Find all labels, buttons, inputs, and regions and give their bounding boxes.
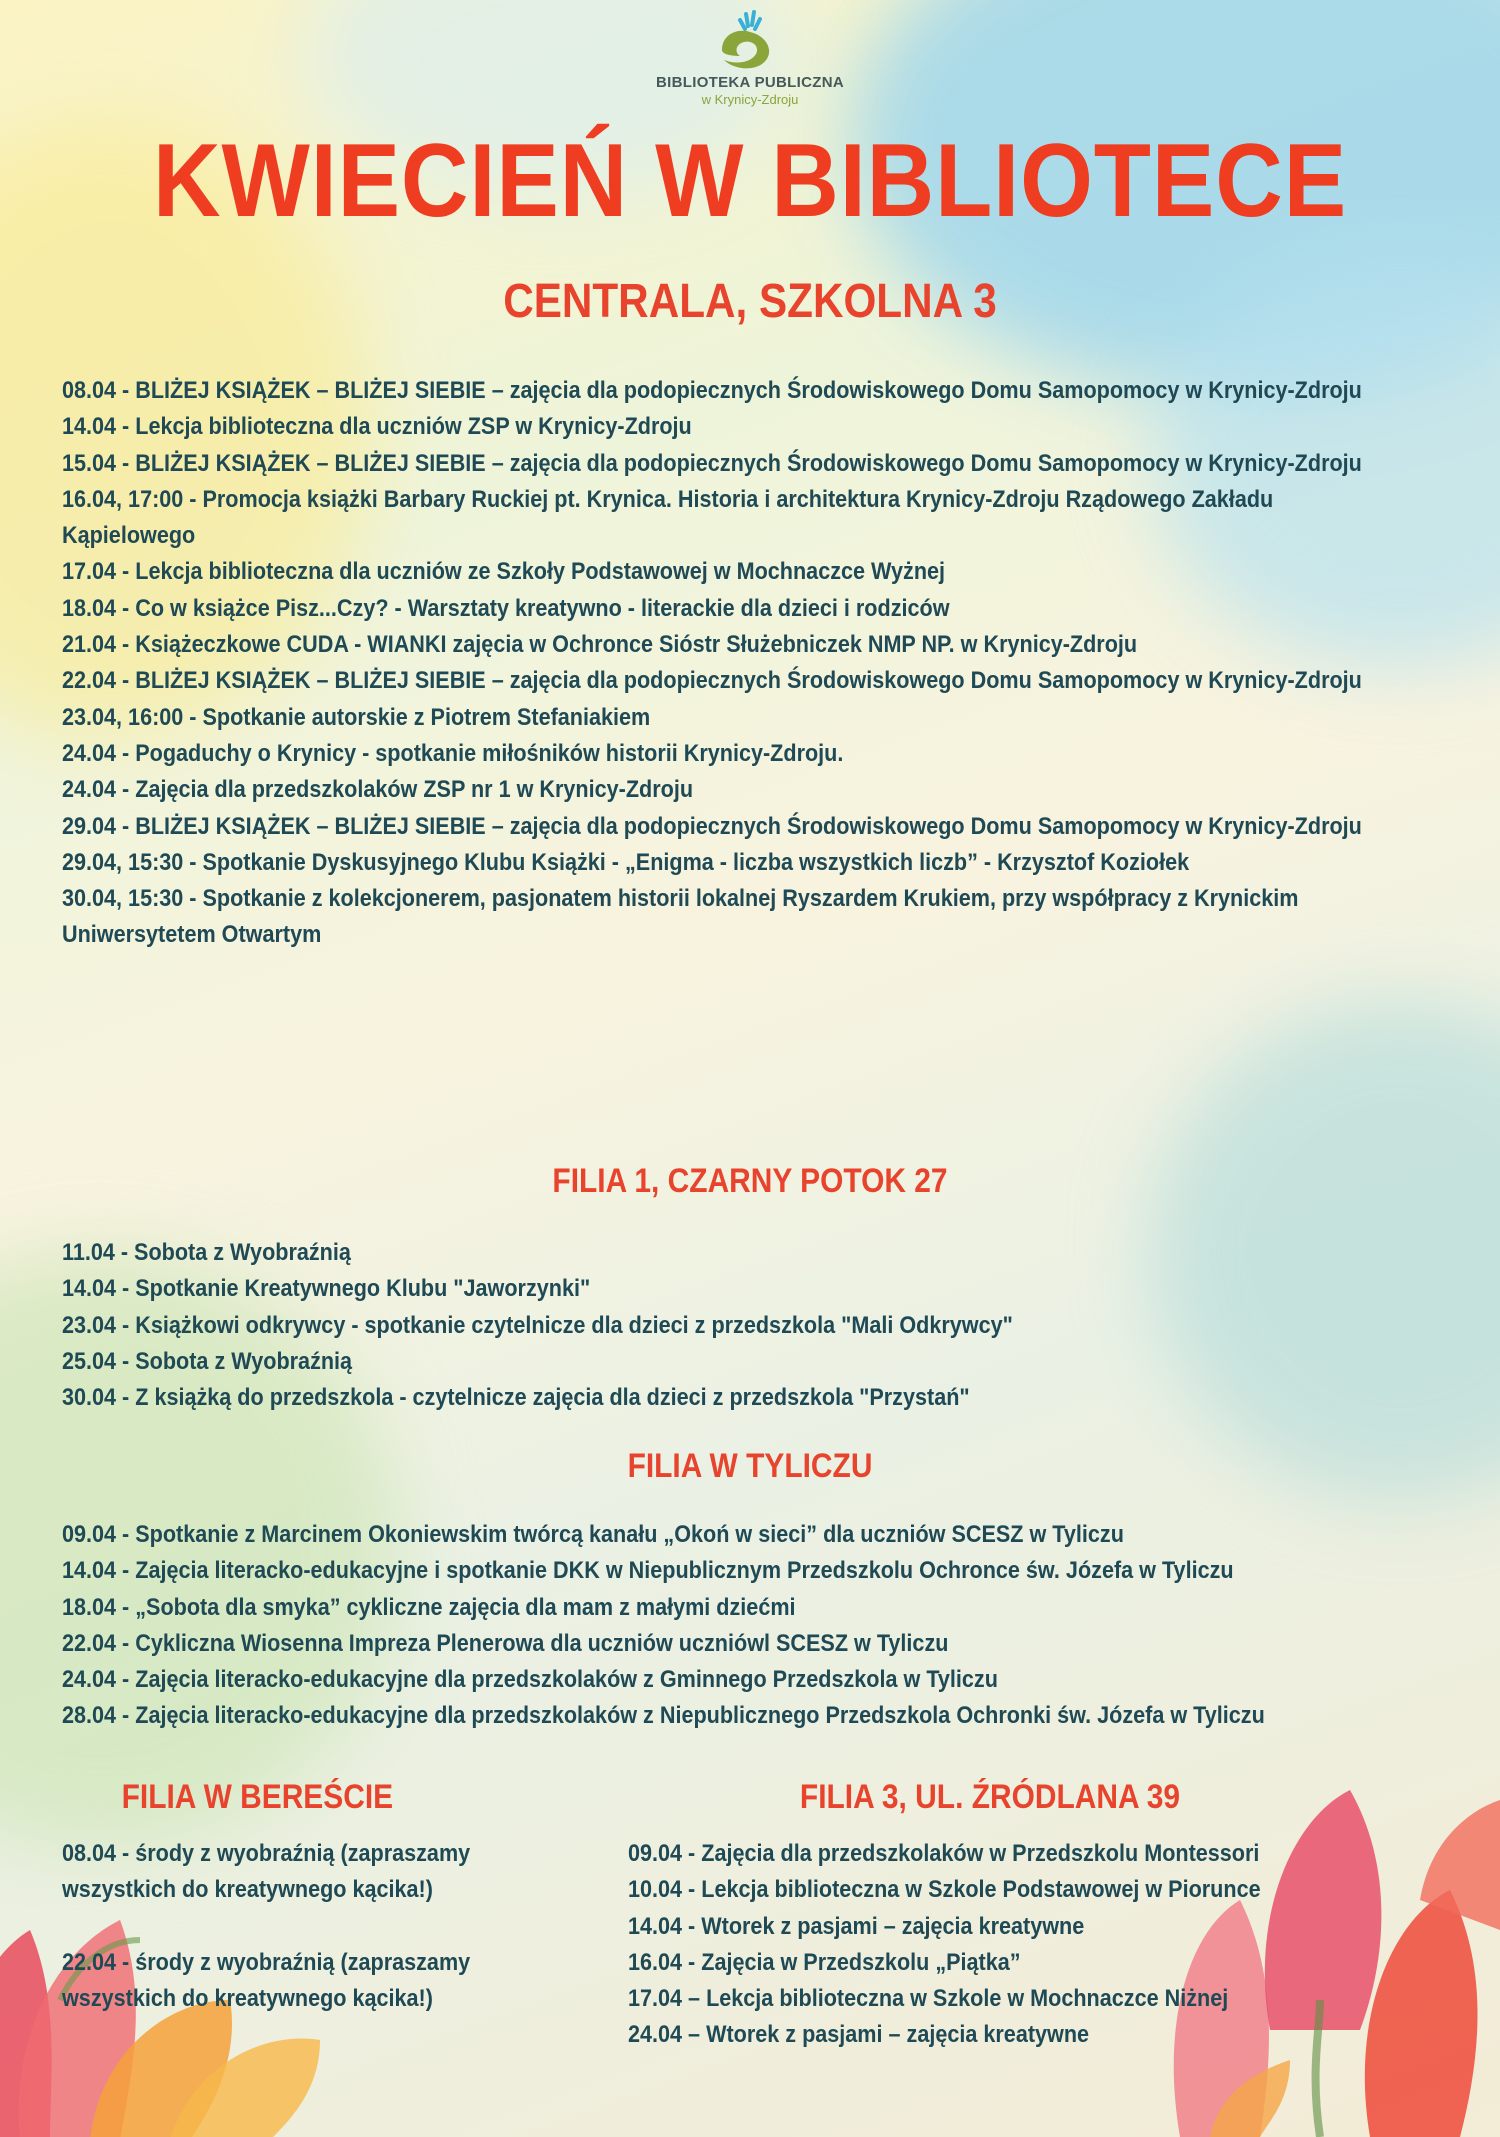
list-item: 24.04 - Zajęcia dla przedszkolaków ZSP nr 1 w Krynicy-Zdroju: [62, 776, 694, 804]
list-item: 24.04 - Pogaduchy o Krynicy - spotkanie miłośników historii Krynicy-Zdroju.: [62, 739, 844, 767]
list-item: 25.04 - Sobota z Wyobraźnią: [62, 1347, 353, 1375]
list-item: 09.04 - Spotkanie z Marcinem Okoniewskim twórcą kanału „Okoń w sieci” dla uczniów SCESZ w Tyliczu: [62, 1521, 1124, 1548]
library-logo-location: w Krynicy-Zdroju: [701, 92, 799, 107]
central-events-list: [62, 373, 1372, 954]
filia-1-events-list: [62, 1235, 1372, 1416]
page-title: KWIECIEŃ W BIBLIOTECE: [152, 123, 1348, 239]
list-item: 22.04 - środy z wyobraźnią (zapraszamy wszystkich do kreatywnego kącika!): [62, 1948, 471, 2012]
section-heading-tylicz: FILIA W TYLICZU: [627, 1447, 873, 1485]
section-heading-berest: FILIA W BEREŚCIE: [121, 1778, 394, 1816]
list-item: 30.04, 15:30 - Spotkanie z kolekcjonerem, pasjonatem historii lokalnej Ryszardem Krukiem, przy współpracy z Krynickim Uniwersytetem Otwartym: [62, 885, 1299, 949]
list-item: 28.04 - Zajęcia literacko-edukacyjne dla przedszkolaków z Niepublicznego Przedszkola Ochronki św. Józefa w Tyliczu: [62, 1702, 1265, 1730]
list-item: 14.04 - Lekcja biblioteczna dla uczniów ZSP w Krynicy-Zdroju: [62, 413, 692, 441]
berest-events-list: [62, 1836, 557, 2017]
list-item: 14.04 - Zajęcia literacko-edukacyjne i spotkanie DKK w Niepublicznym Przedszkolu Ochronce św. Józefa w Tyliczu: [62, 1557, 1234, 1585]
list-item: 18.04 - „Sobota dla smyka” cykliczne zajęcia dla mam z małymi dziećmi: [62, 1593, 796, 1621]
list-item: 11.04 - Sobota z Wyobraźnią: [62, 1239, 351, 1266]
list-item: 14.04 - Spotkanie Kreatywnego Klubu "Jaworzynki": [62, 1275, 591, 1303]
section-heading-filia-1: FILIA 1, CZARNY POTOK 27: [552, 1162, 948, 1200]
list-item: 08.04 - środy z wyobraźnią (zapraszamy wszystkich do kreatywnego kącika!): [62, 1840, 471, 1904]
list-item: 17.04 – Lekcja biblioteczna w Szkole w Mochnaczce Niżnej: [628, 1985, 1229, 2013]
list-item: 23.04 - Książkowi odkrywcy - spotkanie czytelnicze dla dzieci z przedszkola "Mali Odkrywcy": [62, 1311, 1013, 1339]
list-item: 17.04 - Lekcja biblioteczna dla uczniów ze Szkoły Podstawowej w Mochnaczce Wyżnej: [62, 558, 946, 586]
list-item: 16.04 - Zajęcia w Przedszkolu „Piątka”: [628, 1948, 1021, 1976]
library-swirl-logo-icon: [710, 10, 790, 72]
list-item: 15.04 - BLIŻEJ KSIĄŻEK – BLIŻEJ SIEBIE – zajęcia dla podopiecznych Środowiskowego Domu Samopomocy w Krynicy-Zdroju: [62, 449, 1362, 477]
list-item: 16.04, 17:00 - Promocja książki Barbary Ruckiej pt. Krynica. Historia i architektura Krynicy-Zdroju Rządowego Zakładu Kąpielowego: [62, 485, 1274, 550]
list-item: 10.04 - Lekcja biblioteczna w Szkole Podstawowej w Piorunce: [628, 1876, 1261, 1904]
list-item: 22.04 - Cykliczna Wiosenna Impreza Plenerowa dla uczniów uczniówl SCESZ w Tyliczu: [62, 1629, 949, 1657]
list-item: 22.04 - BLIŻEJ KSIĄŻEK – BLIŻEJ SIEBIE – zajęcia dla podopiecznych Środowiskowego Domu Samopomocy w Krynicy-Zdroju: [62, 667, 1362, 695]
filia-3-events-list: [628, 1836, 1357, 2054]
list-item: 29.04 - BLIŻEJ KSIĄŻEK – BLIŻEJ SIEBIE – zajęcia dla podopiecznych Środowiskowego Domu Samopomocy w Krynicy-Zdroju: [62, 812, 1362, 840]
section-heading-filia-3: FILIA 3, UL. ŹRÓDLANA 39: [799, 1778, 1181, 1816]
list-item: 08.04 - BLIŻEJ KSIĄŻEK – BLIŻEJ SIEBIE – zajęcia dla podopiecznych Środowiskowego Domu Samopomocy w Krynicy-Zdroju: [62, 377, 1362, 404]
library-logo-name: BIBLIOTEKA PUBLICZNA: [656, 74, 844, 91]
list-item: 21.04 - Książeczkowe CUDA - WIANKI zajęcia w Ochronce Sióstr Służebniczek NMP NP. w Krynicy-Zdroju: [62, 631, 1138, 659]
list-item: 30.04 - Z książką do przedszkola - czytelnicze zajęcia dla dzieci z przedszkola "Przystań": [62, 1384, 970, 1412]
section-heading-central: CENTRALA, SZKOLNA 3: [503, 275, 997, 328]
list-item: 24.04 – Wtorek z pasjami – zajęcia kreatywne: [628, 2021, 1090, 2049]
tylicz-events-list: [62, 1517, 1372, 1735]
list-item: 14.04 - Wtorek z pasjami – zajęcia kreatywne: [628, 1912, 1085, 1940]
library-logo: [0, 10, 1500, 107]
list-spacer: [62, 1909, 557, 1945]
list-item: 09.04 - Zajęcia dla przedszkolaków w Przedszkolu Montessori: [628, 1840, 1260, 1867]
list-item: 29.04, 15:30 - Spotkanie Dyskusyjnego Klubu Książki - „Enigma - liczba wszystkich liczb” - Krzysztof Koziołek: [62, 848, 1190, 876]
list-item: 18.04 - Co w książce Pisz...Czy? - Warsztaty kreatywno - literackie dla dzieci i rodziców: [62, 594, 950, 622]
list-item: 23.04, 16:00 - Spotkanie autorskie z Piotrem Stefaniakiem: [62, 703, 651, 731]
list-item: 24.04 - Zajęcia literacko-edukacyjne dla przedszkolaków z Gminnego Przedszkola w Tyliczu: [62, 1666, 998, 1694]
